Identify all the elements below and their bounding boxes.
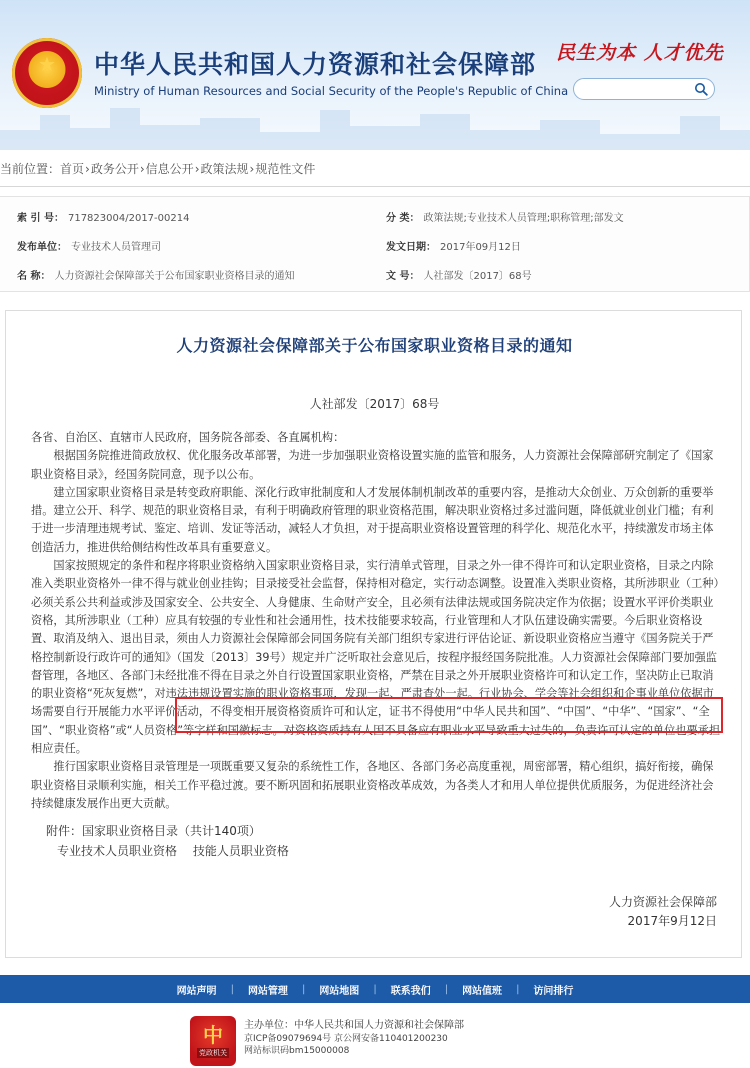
footer-site-id: 网站标识码bm15000008 — [244, 1046, 350, 1056]
footer-link-contact[interactable]: 联系我们 — [390, 985, 431, 997]
breadcrumb-item-gov-affairs[interactable]: 政务公开 — [90, 162, 139, 176]
article-text: 国家按照规定的条件和程序将职业资格纳入国家职业资格目录，实行清单式管理，目录之外一律不得许可和认定职业资格，目录之内除准入类职业资格外一律不得与就业创业挂钩；目录接受社会监督，保持相对稳定，实行动态调整。设置准入类职业资格，其所涉职业（工种）必须关系公共利益或涉及国家安全、公共安全、人身健康、生命财产安全，且必须有法律法规或国务院决定作为依据；设置水平评价类职业资格，其所涉职业（工种）应具有较强的专业性和社会通用性，技术技能要求较高，行业管理和人才队伍建设确实需要。今后职业资格设置、取消及纳入、退出目录，须由人力资源社会保障部会同国务院有关部门组织专家进行评估论证、新设职业资格应当遵守《国务院关于严格控制新设行政许可的通知》（国发〔2013〕39号）规定并广泛听取社会意见后，按程序报经国务院批准。人力资源社会保障部门要加强监督管理，各地区、各部门未经批准不得在目录之外自行设置国家职业资格，严禁在目录之外开展职业资格许可和认定工作，坚决防止已取消的职业资格“死灰复燃”，对违法违规设置实施的职业资格事项，发现一起、严肃查处一起。 — [31, 559, 720, 701]
footer-icp[interactable]: 京ICP备09079694号 京公网安备110401200230 — [244, 1033, 448, 1044]
footer-separator: | — [444, 983, 449, 995]
article-paragraph: 推行国家职业资格目录管理是一项既重要又复杂的系统性工作，各地区、各部门务必高度重视，周密部署，精心组织，搞好衔接，确保职业资格目录顺利实施，相关工作平稳过渡。要不断巩固和拓展职业资格改革成效，为各类人才和用人单位提供优质服务，为促进经济社会持续健康发展作出更大贡献。 — [31, 760, 714, 810]
meta-issuer-value: 专业技术人员管理司 — [71, 242, 161, 253]
attachment-block — [46, 821, 301, 861]
breadcrumb-item-normative-docs[interactable]: 规范性文件 — [255, 162, 316, 176]
article-salutation: 各省、自治区、直辖市人民政府，国务院各部委、各直属机构： — [31, 431, 345, 444]
meta-date-value: 2017年09月12日 — [440, 242, 521, 253]
footer-link-ranking[interactable]: 访问排行 — [533, 985, 574, 997]
meta-row — [0, 201, 750, 229]
article-paragraph — [31, 557, 721, 758]
meta-category-label: 分 类： — [386, 213, 420, 224]
meta-issuer — [17, 238, 161, 253]
site-header — [0, 0, 750, 150]
search-box — [573, 78, 715, 100]
breadcrumb-separator: › — [194, 162, 200, 176]
party-gov-badge-logo[interactable] — [190, 1016, 236, 1066]
breadcrumb — [0, 160, 750, 180]
breadcrumb-separator: › — [249, 162, 255, 176]
site-title-cn[interactable]: 中华人民共和国人力资源和社会保障部 — [94, 50, 537, 79]
signer: 人力资源社会保障部 — [608, 895, 717, 909]
breadcrumb-item-policy[interactable]: 政策法规 — [200, 162, 249, 176]
sign-date: 2017年9月12日 — [627, 914, 717, 928]
meta-row — [0, 259, 750, 287]
footer-separator: | — [516, 983, 520, 995]
attachment-link-skilled[interactable]: 技能人员职业资格 — [192, 844, 289, 858]
breadcrumb-item-home[interactable]: 首页 — [60, 162, 85, 176]
footer-nav-bar — [0, 975, 750, 1003]
footer-text — [244, 1020, 464, 1058]
document-meta-table — [0, 196, 750, 292]
article-paragraph: 建立国家职业资格目录是转变政府职能、深化行政审批制度和人才发展体制机制改革的重要内容，是推动大众创业、万众创新的重要举措。建立公开、科学、规范的职业资格目录，有利于明确政府管理的职业资格范围，解决职业资格过多过滥问题，降低就业创业门槛；有利于进一步清理违规考试、鉴定、培训、发证等活动，减轻人才负担，对于提高职业资格设置管理的科学化、规范化水平，持续激发市场主体创造活力，推进供给侧结构性改革具有重要意义。 — [31, 485, 714, 554]
site-slogan: 民生为本 人才优先 — [556, 42, 724, 64]
national-emblem-logo[interactable] — [12, 38, 82, 108]
article-panel — [5, 310, 742, 958]
highlighted-text: 行业协会、学会等社会组织和企事业单位依据市场需要自行开展能力水平评价活动，不得变相开展资格资质许可和认定，证书不得使用“中华人民共和国”、“中国”、“中华”、“国家”、“全国”、“职业资格”或“人员资格”等字样和国徽标志。 — [31, 687, 714, 737]
meta-category-value: 政策法规;专业技术人员管理;职称管理;部发文 — [423, 213, 624, 224]
breadcrumb-item-info-disclosure[interactable]: 信息公开 — [145, 162, 194, 176]
article-text: 对资格资质持有人因不具备应有职业水平导致重大过失的，负责许可认定的单位也要承担相应责任。 — [31, 723, 721, 756]
meta-name-label: 名 称： — [17, 271, 51, 282]
meta-date-label: 发文日期： — [386, 242, 436, 253]
article-doc-number: 人社部发〔2017〕68号 — [309, 397, 440, 411]
footer-link-management[interactable]: 网站管理 — [247, 985, 288, 997]
breadcrumb-separator: › — [139, 162, 145, 176]
meta-category — [386, 209, 624, 224]
article-title: 人力资源社会保障部关于公布国家职业资格目录的通知 — [176, 336, 573, 355]
attachment-label: 附件：国家职业资格目录（共计140项） — [46, 824, 261, 838]
meta-issuer-label: 发布单位： — [17, 242, 67, 253]
meta-docno — [386, 267, 532, 282]
attachment-link-professional[interactable]: 专业技术人员职业资格 — [57, 844, 178, 858]
star-icon: ★ — [38, 52, 56, 76]
meta-name-value: 人力资源社会保障部关于公布国家职业资格目录的通知 — [54, 271, 295, 282]
footer-link-duty[interactable]: 网站值班 — [462, 985, 503, 997]
divider — [0, 186, 750, 187]
footer-separator: | — [230, 983, 234, 995]
footer-separator: | — [373, 983, 377, 995]
footer-info — [0, 1010, 750, 1068]
logo-tag: 党政机关 — [199, 1048, 227, 1057]
meta-row — [0, 230, 750, 258]
meta-name — [17, 267, 294, 282]
footer-link-sitemap[interactable]: 网站地图 — [319, 985, 360, 997]
meta-index — [17, 209, 189, 224]
meta-index-value: 717823004/2017-00214 — [67, 213, 190, 224]
meta-date — [386, 238, 521, 253]
meta-index-label: 索 引 号： — [17, 213, 64, 224]
footer-sponsor: 主办单位：中华人民共和国人力资源和社会保障部 — [244, 1020, 464, 1031]
article-body — [31, 429, 721, 813]
article-paragraph: 根据国务院推进简政放权、优化服务改革部署，为进一步加强职业资格设置实施的监管和服务，人力资源社会保障部研究制定了《国家职业资格目录》，经国务院同意，现予以公布。 — [31, 449, 714, 481]
footer-separator: | — [301, 983, 306, 995]
meta-docno-label: 文 号： — [386, 271, 420, 282]
breadcrumb-separator: › — [85, 162, 90, 176]
meta-docno-value: 人社部发〔2017〕68号 — [423, 271, 532, 282]
logo-glyph: 中 — [203, 1022, 223, 1047]
search-input[interactable] — [584, 82, 689, 97]
footer-link-statement[interactable]: 网站声明 — [176, 985, 217, 997]
breadcrumb-prefix: 当前位置： — [0, 162, 61, 176]
attachment-links — [46, 841, 301, 861]
signoff — [609, 893, 717, 931]
search-icon[interactable] — [694, 82, 708, 96]
site-title-en: Ministry of Human Resources and Social Security of the People's Republic of China — [94, 84, 569, 98]
